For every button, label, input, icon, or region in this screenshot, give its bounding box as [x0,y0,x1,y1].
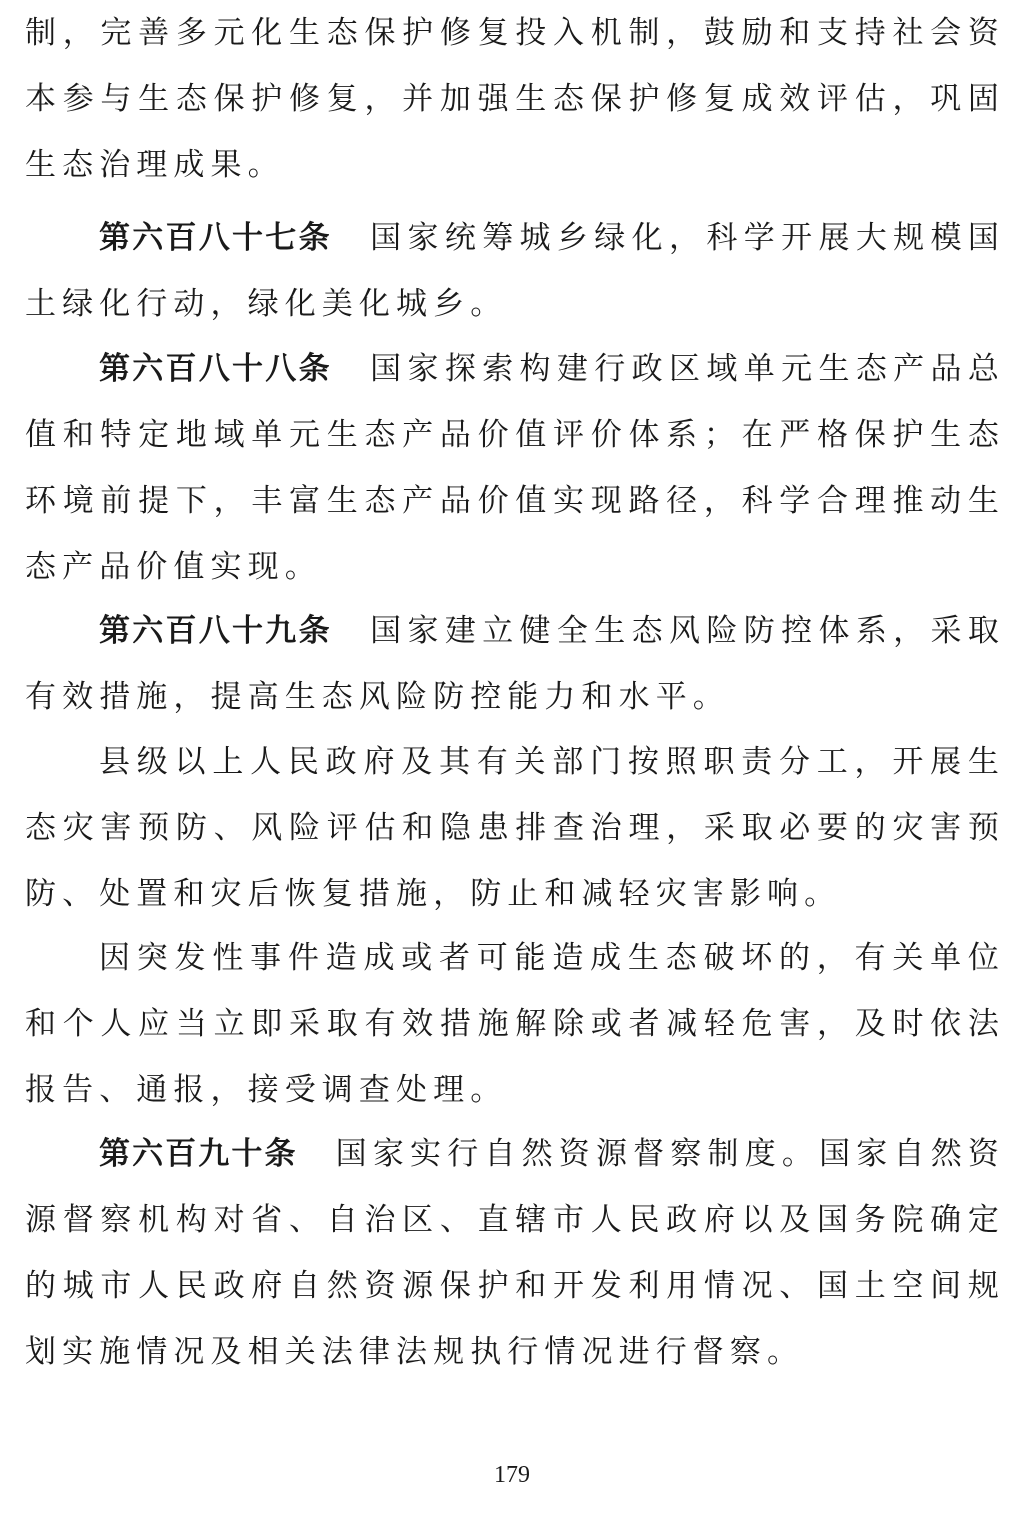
page-number: 179 [494,1462,530,1488]
paragraph-disaster-prevention [25,729,1005,927]
article-688 [25,336,1005,600]
article-687 [25,205,1005,337]
article-number: 第六百九十条 [99,1136,298,1172]
article-text: 国家探索构建行政区域单元生态产品总值和特定地域单元生态产品价值评价体系；在严格保护生态环境前提下，丰富生态产品价值实现路径，科学合理推动生态产品价值实现。 [25,351,1006,585]
paragraph-text: 县级以上人民政府及其有关部门按照职责分工，开展生态灾害预防、风险评估和隐患排查治理，采取必要的灾害预防、处置和灾后恢复措施，防止和减轻灾害影响。 [25,744,1005,912]
paragraph-text: 因突发性事件造成或者可能造成生态破坏的，有关单位和个人应当立即采取有效措施解除或者减轻危害，及时依法报告、通报，接受调查处理。 [25,940,1005,1108]
paragraph-text: 制，完善多元化生态保护修复投入机制，鼓励和支持社会资本参与生态保护修复，并加强生态保护修复成效评估，巩固生态治理成果。 [25,15,1005,183]
article-number: 第六百八十七条 [99,220,332,256]
article-number: 第六百八十八条 [99,351,332,387]
article-text: 国家实行自然资源督察制度。国家自然资源督察机构对省、自治区、直辖市人民政府以及国务院确定的城市人民政府自然资源保护和开发利用情况、国土空间规划实施情况及相关法律法规执行情况进行督察。 [25,1136,1005,1370]
article-text: 国家建立健全生态风险防控体系，采取有效措施，提高生态风险防控能力和水平。 [25,613,1006,715]
article-689 [25,598,1005,730]
article-690 [25,1121,1005,1385]
article-text: 国家统筹城乡绿化，科学开展大规模国土绿化行动，绿化美化城乡。 [25,220,1006,322]
paragraph-continued [25,0,1005,198]
paragraph-emergency [25,925,1005,1123]
article-number: 第六百八十九条 [99,613,332,649]
